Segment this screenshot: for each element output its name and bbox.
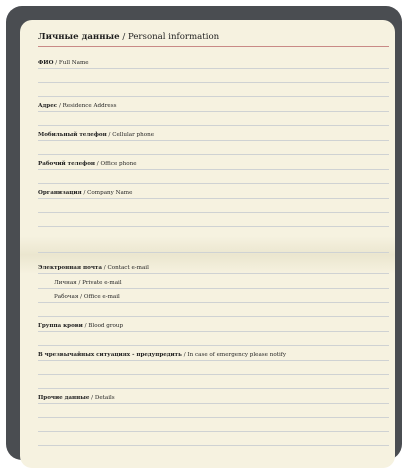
writing-line[interactable] xyxy=(38,68,389,69)
writing-line[interactable] xyxy=(38,140,389,141)
notebook-page xyxy=(20,20,395,468)
field-label-work-phone: Рабочий телефон / Office phone xyxy=(38,161,137,167)
writing-line[interactable] xyxy=(38,302,389,303)
writing-line[interactable] xyxy=(38,96,389,97)
title-underline xyxy=(38,46,389,47)
writing-line[interactable] xyxy=(38,431,389,432)
writing-line[interactable] xyxy=(38,226,389,227)
writing-line[interactable] xyxy=(38,445,389,446)
writing-line[interactable] xyxy=(38,288,389,289)
field-label-mobile: Мобильный телефон / Cellular phone xyxy=(38,132,155,138)
writing-line[interactable] xyxy=(38,273,389,274)
field-label-organization: Организация / Company Name xyxy=(38,190,133,196)
writing-line[interactable] xyxy=(38,388,389,389)
writing-line[interactable] xyxy=(38,403,389,404)
writing-line[interactable] xyxy=(38,331,389,332)
writing-line[interactable] xyxy=(38,111,389,112)
field-label-email-office: Рабочая / Office e-mail xyxy=(54,294,120,300)
section-title: Личные данные / Personal information xyxy=(38,32,220,42)
writing-line[interactable] xyxy=(38,154,389,155)
field-label-emergency: В чрезвычайных ситуациях - предупредить / In case of emergency please notify xyxy=(38,352,286,358)
field-label-email: Электронная почта / Contact e-mail xyxy=(38,265,149,271)
field-label-blood-group: Группа крови / Blood group xyxy=(38,323,124,329)
writing-line[interactable] xyxy=(38,345,389,346)
writing-line[interactable] xyxy=(38,169,389,170)
writing-line[interactable] xyxy=(38,252,389,253)
writing-line[interactable] xyxy=(38,183,389,184)
writing-line[interactable] xyxy=(38,125,389,126)
field-label-full-name: ФИО / Full Name xyxy=(38,60,89,66)
writing-line[interactable] xyxy=(38,212,389,213)
writing-line[interactable] xyxy=(38,82,389,83)
field-label-other: Прочие данные / Details xyxy=(38,395,115,401)
field-label-email-private: Личная / Private e-mail xyxy=(54,280,122,286)
writing-line[interactable] xyxy=(38,316,389,317)
notebook-cover xyxy=(6,6,402,460)
writing-line[interactable] xyxy=(38,360,389,361)
field-label-address: Адрес / Residence Address xyxy=(38,103,117,109)
writing-line[interactable] xyxy=(38,417,389,418)
writing-line[interactable] xyxy=(38,374,389,375)
writing-line[interactable] xyxy=(38,198,389,199)
